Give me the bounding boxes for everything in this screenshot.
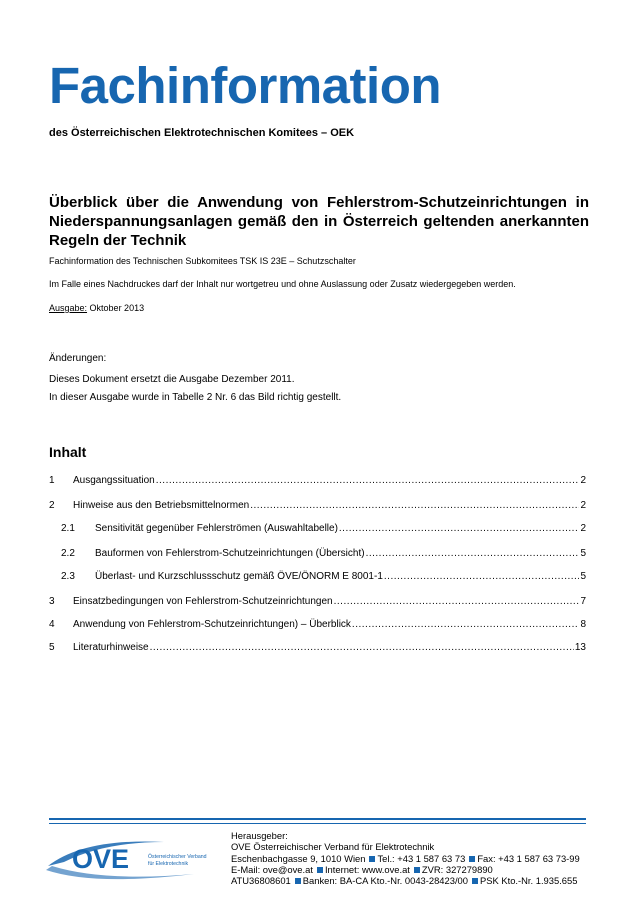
toc-leader [150, 641, 574, 655]
contact-line [231, 875, 591, 886]
toc-leader [334, 595, 580, 609]
toc-number: 5 [49, 642, 55, 653]
edition-label: Ausgabe: [49, 303, 88, 313]
toc-number: 1 [49, 475, 55, 486]
toc-label: Einsatzbedingungen von Fehlerstrom-Schutzeinrichtungen [73, 596, 333, 607]
edition-value: Oktober 2013 [89, 303, 145, 313]
toc-entry[interactable] [61, 570, 586, 584]
toc-leader [339, 522, 580, 536]
email[interactable]: E-Mail: ove@ove.at [231, 863, 313, 875]
bullet-square-icon [295, 878, 301, 884]
heading-line: Regeln der Technik [49, 232, 187, 249]
ove-logo [44, 836, 214, 882]
page-title: Fachinformation [49, 57, 442, 114]
reprint-note: Im Falle eines Nachdruckes darf der Inhalt nur wortgetreu und ohne Auslassung oder Zusatz wiedergegeben werden. [49, 279, 516, 289]
toc-number: 2.2 [61, 548, 75, 559]
contact-line [231, 864, 591, 875]
vat-number: ATU36808601 [231, 875, 291, 887]
changes-line: Dieses Dokument ersetzt die Ausgabe Dezember 2011. [49, 374, 295, 385]
heading-line: Niederspannungsanlagen gemäß den in Österreich geltenden anerkannten [49, 213, 589, 230]
bullet-square-icon [472, 878, 478, 884]
toc-page: 8 [580, 619, 586, 630]
toc-entry[interactable] [49, 618, 586, 632]
toc-entry[interactable] [49, 474, 586, 488]
toc-number: 3 [49, 596, 55, 607]
publisher-info [231, 830, 591, 886]
edition-line [49, 304, 144, 313]
toc-number: 2.3 [61, 571, 75, 582]
phone: Tel.: +43 1 587 63 73 [377, 852, 466, 864]
logo-tagline: für Elektrotechnik [148, 861, 189, 867]
footer-divider [49, 818, 586, 824]
toc-leader [384, 570, 580, 584]
address: Eschenbachgasse 9, 1010 Wien [231, 852, 366, 864]
psk-info: PSK Kto.-Nr. 1.935.655 [479, 875, 578, 887]
toc-label: Hinweise aus den Betriebsmittelnormen [73, 500, 250, 511]
zvr-number: ZVR: 327279890 [421, 863, 493, 875]
logo-text: OVE [72, 844, 130, 874]
bullet-square-icon [369, 856, 375, 862]
website[interactable]: Internet: www.ove.at [324, 863, 410, 875]
toc-page: 7 [580, 596, 586, 607]
changes-line: In dieser Ausgabe wurde in Tabelle 2 Nr. 6 das Bild richtig gestellt. [49, 392, 342, 403]
heading-line: Überblick über die Anwendung von Fehlerstrom-Schutzeinrichtungen in [49, 194, 589, 211]
document-heading [49, 193, 589, 250]
toc-page: 2 [580, 523, 586, 534]
publisher-label: Herausgeber: [231, 830, 288, 841]
toc-page: 5 [580, 548, 586, 559]
toc-entry[interactable] [61, 522, 586, 536]
toc-leader [366, 547, 580, 561]
publisher-name: OVE Österreichischer Verband für Elektrotechnik [231, 841, 435, 853]
toc-page: 2 [580, 475, 586, 486]
toc-label: Anwendung von Fehlerstrom-Schutzeinrichtungen) – Überblick [73, 619, 351, 630]
toc-leader [156, 474, 580, 488]
toc-page: 2 [580, 500, 586, 511]
bullet-square-icon [414, 867, 420, 873]
toc-entry[interactable] [61, 547, 586, 561]
toc-label: Sensitivität gegenüber Fehlerströmen (Auswahltabelle) [95, 523, 338, 534]
toc-leader [352, 618, 580, 632]
toc-number: 2.1 [61, 523, 75, 534]
toc-label: Überlast- und Kurzschlussschutz gemäß ÖVE/ÖNORM E 8001-1 [95, 571, 383, 582]
toc-number: 4 [49, 619, 55, 630]
toc-leader [250, 499, 579, 513]
toc-title: Inhalt [49, 444, 87, 460]
toc-entry[interactable] [49, 641, 586, 655]
logo-tagline: Österreichischer Verband [148, 854, 207, 860]
changes-label: Änderungen: [49, 353, 107, 364]
bank-info: Banken: BA-CA Kto.-Nr. 0043-28423/00 [302, 875, 468, 887]
bullet-square-icon [469, 856, 475, 862]
toc-entry[interactable] [49, 499, 586, 513]
contact-line [231, 853, 591, 864]
fax: Fax: +43 1 587 63 73-99 [477, 852, 580, 864]
toc-entry[interactable] [49, 595, 586, 609]
toc-page: 5 [580, 571, 586, 582]
bullet-square-icon [317, 867, 323, 873]
toc-label: Bauformen von Fehlerstrom-Schutzeinrichtungen (Übersicht) [95, 548, 365, 559]
toc-page: 13 [574, 642, 586, 653]
toc-label: Literaturhinweise [73, 642, 149, 653]
toc-label: Ausgangssituation [73, 475, 155, 486]
toc-number: 2 [49, 500, 55, 511]
page-subtitle: des Österreichischen Elektrotechnischen Komitees – OEK [49, 127, 355, 139]
subheading: Fachinformation des Technischen Subkomitees TSK IS 23E – Schutzschalter [49, 256, 356, 266]
